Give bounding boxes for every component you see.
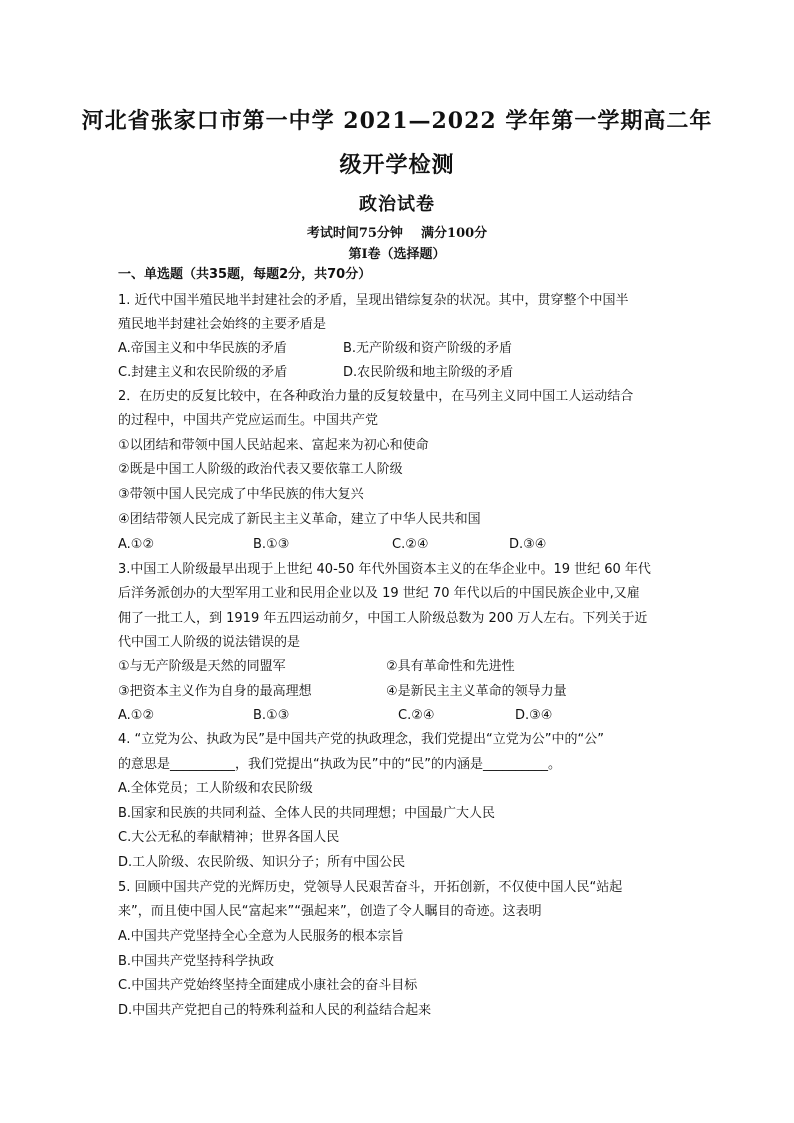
exam-title-line1: 河北省张家口市第一中学 2021—2022 学年第一学期高二年: [81, 108, 713, 134]
question-stem-line: 3.中国工人阶级最早出现于上世纪 40-50 年代外国资本主义的在华企业中。19 世纪 60 年代: [118, 562, 651, 577]
option-d: D.③④: [515, 708, 553, 723]
option-a: A.①②: [118, 708, 155, 723]
statement: ②既是中国工人阶级的政治代表又要依靠工人阶级: [118, 462, 403, 477]
option-c: C.中国共产党始终坚持全面建成小康社会的奋斗目标: [118, 978, 418, 993]
statement: ①与无产阶级是天然的同盟军: [118, 659, 286, 674]
statement: ④是新民主主义革命的领导力量: [386, 684, 567, 699]
option-d: D.工人阶级、农民阶级、知识分子；所有中国公民: [118, 855, 406, 870]
option-c: C.封建主义和农民阶级的矛盾: [118, 365, 288, 380]
option-b: B.中国共产党坚持科学执政: [118, 954, 275, 969]
question-stem-line: 1. 近代中国半殖民地半封建社会的矛盾，呈现出错综复杂的状况。其中，贯穿整个中国半: [118, 293, 629, 308]
option-b: B.①③: [253, 537, 290, 552]
option-d: D.农民阶级和地主阶级的矛盾: [343, 365, 514, 380]
option-c: C.②④: [398, 708, 435, 723]
option-d: D.中国共产党把自己的特殊利益和人民的利益结合起来: [118, 1003, 432, 1018]
question-stem-line: 佣了一批工人，到 1919 年五四运动前夕，中国工人阶级总数为 200 万人左右。下列关于近: [118, 611, 648, 626]
option-c: C.大公无私的奉献精神；世界各国人民: [118, 830, 340, 845]
statement: ③把资本主义作为自身的最高理想: [118, 684, 312, 699]
statement: ④团结带领人民完成了新民主主义革命，建立了中华人民共和国: [118, 512, 481, 527]
option-a: A.全体党员；工人阶级和农民阶级: [118, 781, 313, 796]
subject-title: 政治试卷: [359, 194, 435, 215]
option-b: B.无产阶级和资产阶级的矛盾: [343, 341, 513, 356]
option-b: B.①③: [253, 708, 290, 723]
section-heading: 一、单选题（共35题，每题2分，共70分）: [118, 267, 372, 282]
option-d: D.③④: [509, 537, 547, 552]
question-stem-line: 5. 回顾中国共产党的光辉历史，党领导人民艰苦奋斗，开拓创新，不仅使中国人民“站起: [118, 880, 623, 895]
question-stem-line: 2．在历史的反复比较中，在各种政治力量的反复较量中，在马列主义同中国工人运动结合: [118, 389, 634, 404]
question-stem-line: 4. “立党为公、执政为民”是中国共产党的执政理念，我们党提出“立党为公”中的“公”: [118, 732, 604, 747]
question-stem-line: 来”，而且使中国人民“富起来”“强起来”，创造了令人瞩目的奇迹。这表明: [118, 904, 542, 919]
question-stem-line: 后洋务派创办的大型军用工业和民用企业以及 19 世纪 70 年代以后的中国民族企业中,又雇: [118, 586, 640, 601]
question-stem-line: 的过程中，中国共产党应运而生。中国共产党: [118, 413, 379, 428]
exam-info: 考试时间75分钟 满分100分: [306, 226, 488, 241]
question-stem-line: 殖民地半封建社会始终的主要矛盾是: [118, 317, 327, 332]
option-c: C.②④: [392, 537, 429, 552]
statement: ③带领中国人民完成了中华民族的伟大复兴: [118, 487, 364, 502]
option-a: A.帝国主义和中华民族的矛盾: [118, 341, 287, 356]
volume-title: 第Ⅰ卷（选择题）: [348, 247, 446, 262]
option-a: A.中国共产党坚持全心全意为人民服务的根本宗旨: [118, 929, 404, 944]
statement: ②具有革命性和先进性: [386, 659, 515, 674]
statement: ①以团结和带领中国人民站起来、富起来为初心和使命: [118, 438, 429, 453]
question-stem-line: 代中国工人阶级的说法错误的是: [118, 635, 301, 650]
exam-title-line2: 级开学检测: [339, 152, 455, 178]
question-stem-line: 的意思是__________，我们党提出“执政为民”中的“民”的内涵是__________。: [118, 757, 561, 772]
option-a: A.①②: [118, 537, 155, 552]
option-b: B.国家和民族的共同利益、全体人民的共同理想；中国最广大人民: [118, 806, 496, 821]
